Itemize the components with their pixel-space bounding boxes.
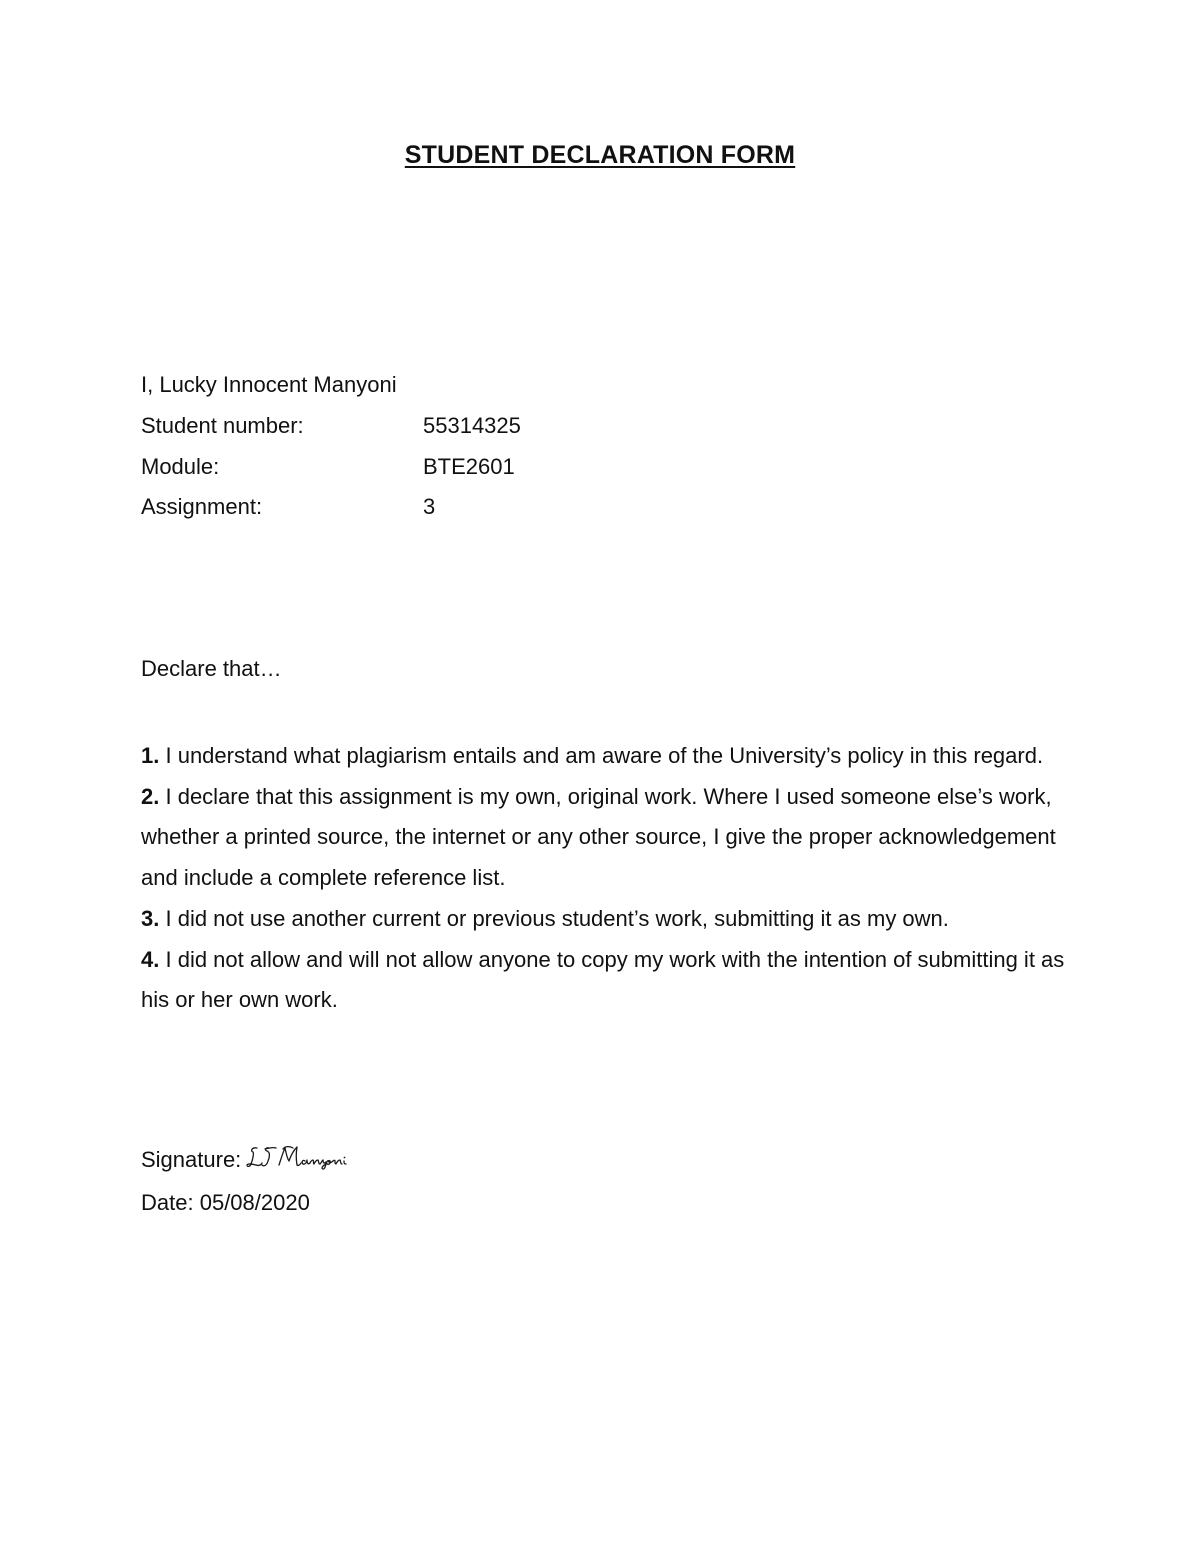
student-number-value: 55314325 [423,413,521,438]
item-text: I did not use another current or previous student’s work, submitting it as my own. [165,905,949,931]
date-label: Date: [141,1190,194,1215]
item-text: I understand what plagiarism entails and am aware of the University’s policy in this regard. [165,743,1044,768]
page-title: STUDENT DECLARATION FORM [404,141,796,169]
item-number: 3. [141,905,160,931]
signature-row [141,1143,371,1177]
handwritten-signature [243,1143,371,1177]
item-number: 2. [141,783,160,809]
date-row [141,1190,310,1216]
item-text: I declare that this assignment is my own, original work. Where I used someone else’s work, whether a printed source, the internet or any other source, I give the proper acknowledgement and include a complete reference list. [141,783,1056,891]
declaration-item [141,736,1071,777]
assignment-label: Assignment: [141,494,263,519]
declaration-lead: Declare that… [141,656,282,681]
item-number: 1. [141,743,160,768]
date-value: 05/08/2020 [199,1190,310,1215]
declaration-item [141,940,1071,1021]
item-number: 4. [141,946,160,972]
module-label: Module: [141,454,220,479]
declaration-item [141,777,1071,899]
signature-label: Signature: [141,1147,242,1172]
assignment-value: 3 [423,494,436,519]
declarant-intro: I, Lucky Innocent Manyoni [141,372,397,397]
module-value: BTE2601 [423,454,515,479]
student-number-label: Student number: [141,413,304,438]
declaration-list [141,736,1071,1021]
declaration-item [141,899,1071,940]
item-text: I did not allow and will not allow anyone to copy my work with the intention of submitting it as his or her own work. [141,946,1065,1013]
